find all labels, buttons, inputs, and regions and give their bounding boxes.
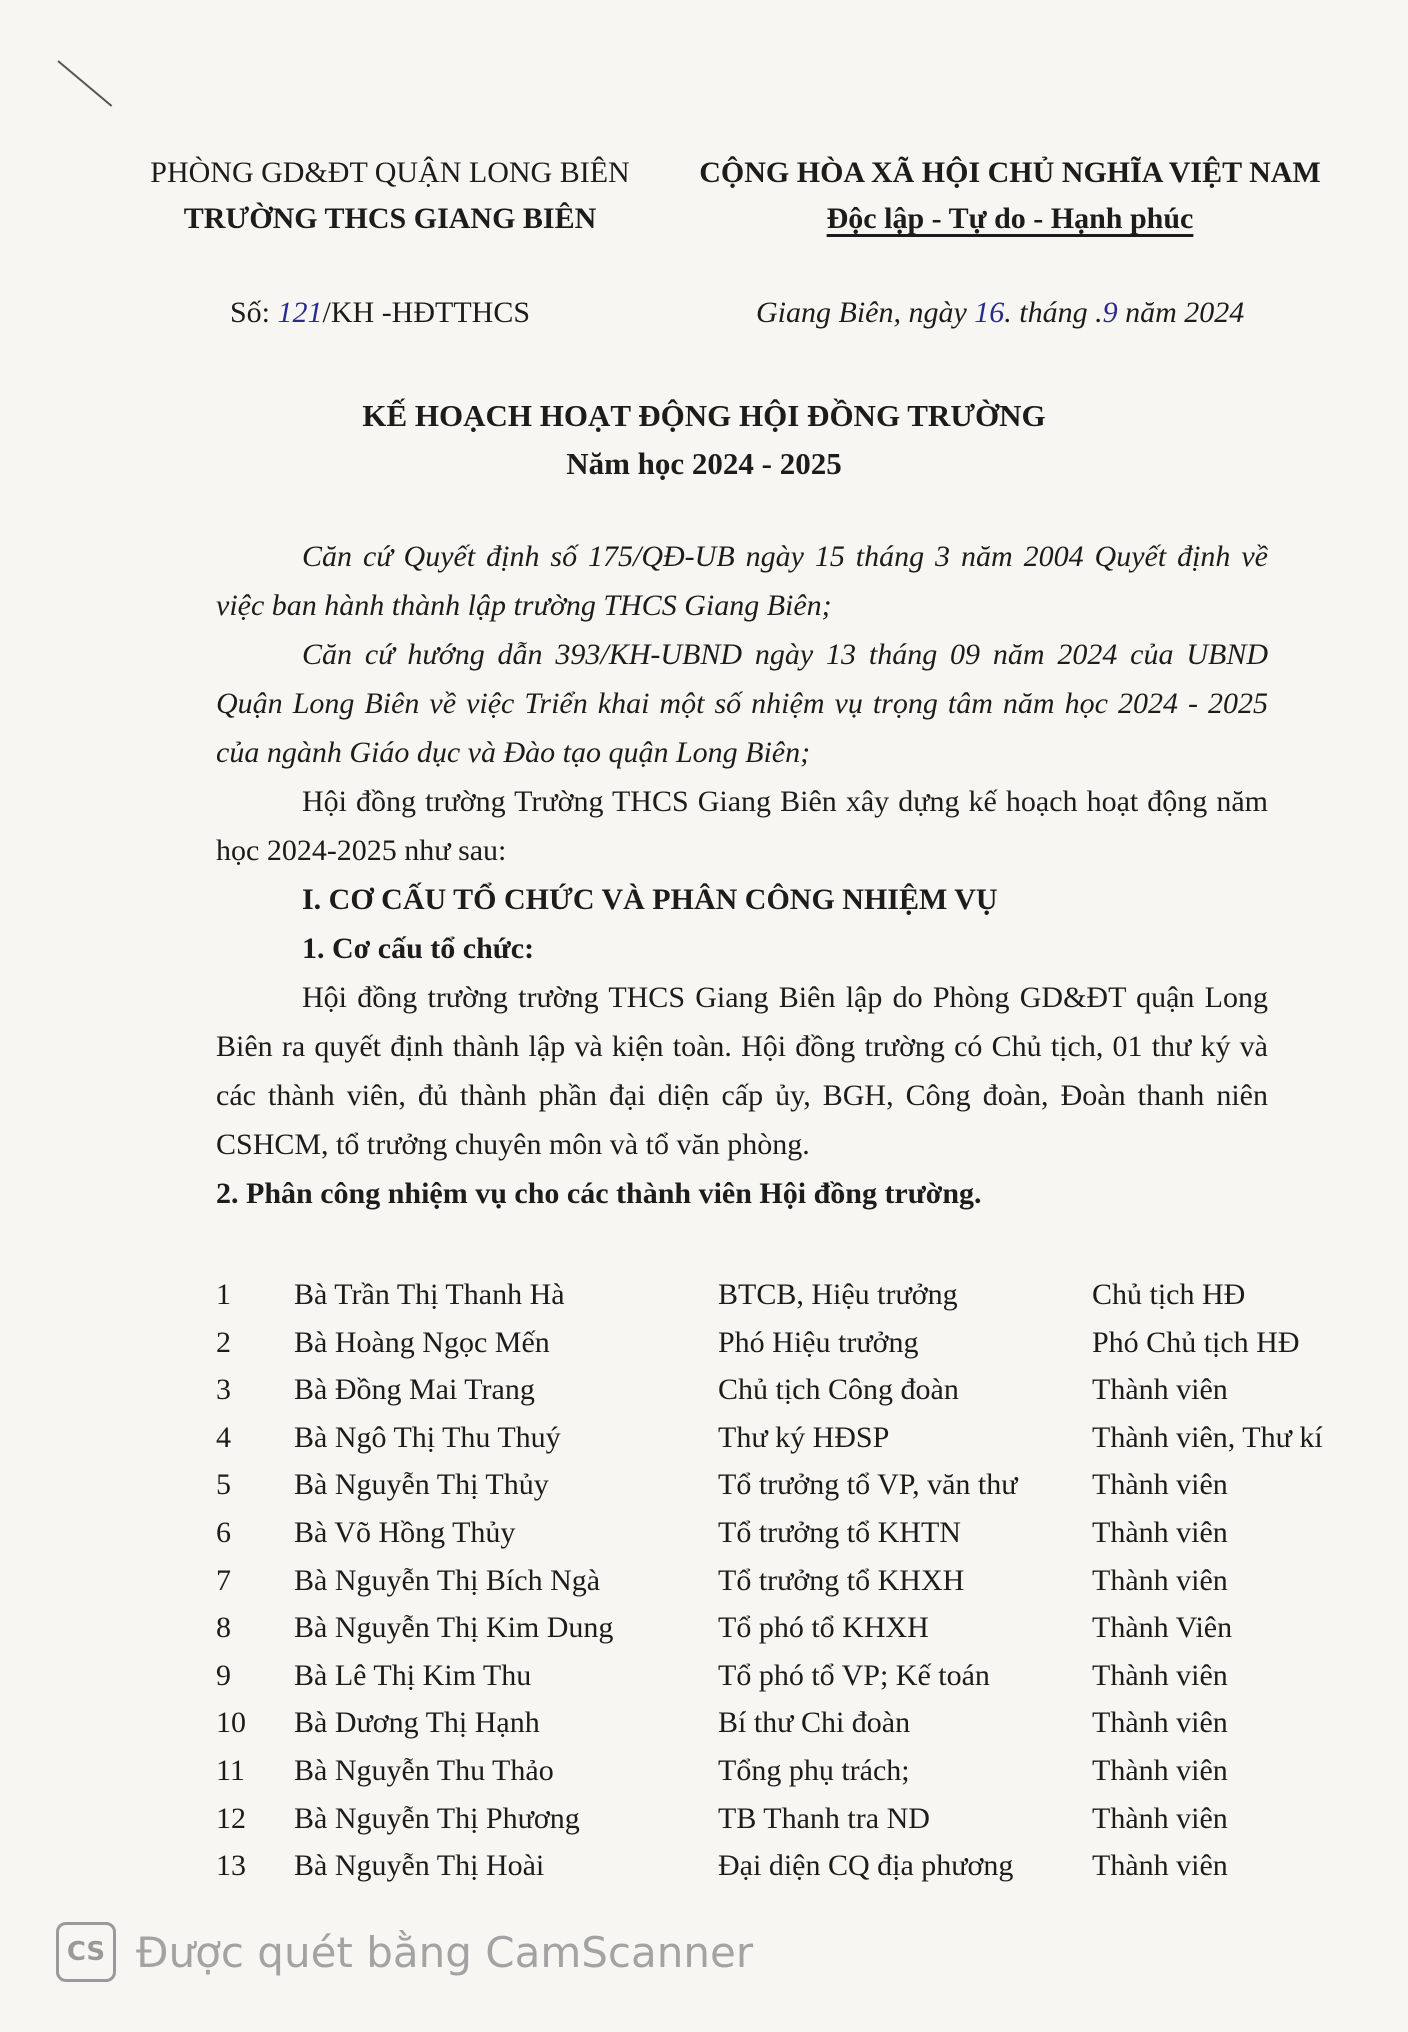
member-number: 1 <box>216 1278 231 1311</box>
issuing-organization <box>130 150 650 242</box>
member-position: Chủ tịch Công đoàn <box>718 1373 959 1407</box>
doc-number-prefix: Số: <box>230 296 278 329</box>
member-role: Thành viên <box>1092 1563 1228 1597</box>
member-name: Bà Hoàng Ngọc Mến <box>294 1325 550 1359</box>
member-name: Bà Nguyễn Thu Thảo <box>294 1753 554 1787</box>
department-name: PHÒNG GD&ĐT QUẬN LONG BIÊN <box>150 156 630 189</box>
camscanner-text: Được quét bằng CamScanner <box>136 1927 754 1977</box>
member-position: Thư ký HĐSP <box>718 1420 890 1454</box>
member-name: Bà Nguyễn Thị Hoài <box>294 1849 545 1883</box>
document-date <box>756 296 1244 330</box>
motto-text: Độc lập - Tự do - Hạnh phúc <box>826 202 1194 235</box>
member-role: Chủ tịch HĐ <box>1092 1278 1246 1311</box>
national-motto <box>680 150 1340 242</box>
member-position: Tổ phó tổ VP; Kế toán <box>718 1658 990 1692</box>
member-number: 6 <box>216 1515 231 1549</box>
member-name: Bà Nguyễn Thị Bích Ngà <box>294 1563 601 1597</box>
member-number: 4 <box>216 1420 231 1454</box>
document-number <box>230 296 530 330</box>
member-row <box>216 1373 1356 1421</box>
camscanner-logo-icon: CS <box>56 1922 116 1982</box>
member-position: TB Thanh tra ND <box>718 1801 930 1835</box>
legal-basis-1: Căn cứ Quyết định số 175/QĐ-UB ngày 15 tháng 3 năm 2004 Quyết định về việc ban hành thành lập trường THCS Giang Biên; <box>216 540 1268 622</box>
member-name: Bà Nguyễn Thị Kim Dung <box>294 1611 614 1645</box>
member-position: Bí thư Chi đoàn <box>718 1706 911 1740</box>
date-day: 16 <box>974 296 1005 329</box>
member-position: Tổ phó tổ KHXH <box>718 1611 929 1645</box>
member-number: 11 <box>216 1753 245 1787</box>
member-row <box>216 1849 1356 1897</box>
date-part2: . tháng . <box>1004 296 1103 329</box>
subsection-heading-1: 1. Cơ cấu tổ chức: <box>302 932 535 965</box>
member-role: Thành viên <box>1092 1801 1228 1835</box>
member-role: Thành viên <box>1092 1373 1228 1407</box>
member-role: Thành Viên <box>1092 1611 1233 1645</box>
member-row <box>216 1421 1356 1469</box>
member-position: Tổng phụ trách; <box>718 1753 910 1787</box>
intro-paragraph: Hội đồng trường Trường THCS Giang Biên xây dựng kế hoạch hoạt động năm học 2024-2025 như sau: <box>216 785 1268 867</box>
member-position: Phó Hiệu trưởng <box>718 1325 919 1359</box>
member-role: Thành viên <box>1092 1849 1228 1883</box>
date-part3: năm 2024 <box>1117 296 1245 329</box>
structure-paragraph: Hội đồng trường trường THCS Giang Biên lập do Phòng GD&ĐT quận Long Biên ra quyết định thành lập và kiện toàn. Hội đồng trường có Chủ tịch, 01 thư ký và các thành viên, đủ thành phần đại diện cấp ủy, BGH, Công đoàn, Đoàn thanh niên CSHCM, tổ trưởng chuyên môn và tổ văn phòng. <box>216 981 1268 1161</box>
member-role: Phó Chủ tịch HĐ <box>1092 1325 1300 1359</box>
member-row <box>216 1706 1356 1754</box>
member-row <box>216 1564 1356 1612</box>
member-number: 8 <box>216 1611 231 1645</box>
member-list <box>216 1278 1356 1897</box>
member-name: Bà Nguyễn Thị Thủy <box>294 1468 549 1502</box>
pen-scratch-mark <box>57 60 112 107</box>
subsection-heading-2: 2. Phân công nhiệm vụ cho các thành viên Hội đồng trường. <box>216 1177 982 1210</box>
date-month: 9 <box>1102 296 1118 329</box>
school-name: TRƯỜNG THCS GIANG BIÊN <box>183 202 597 235</box>
member-position: Tổ trưởng tổ VP, văn thư <box>718 1468 1018 1502</box>
member-number: 2 <box>216 1325 231 1359</box>
member-number: 12 <box>216 1801 246 1835</box>
member-row <box>216 1659 1356 1707</box>
member-number: 13 <box>216 1849 246 1883</box>
member-role: Thành viên, Thư kí <box>1092 1420 1323 1454</box>
member-position: Tổ trưởng tổ KHXH <box>718 1563 965 1597</box>
member-row <box>216 1611 1356 1659</box>
title-line2: Năm học 2024 - 2025 <box>566 446 842 481</box>
member-position: Đại diện CQ địa phương <box>718 1849 1014 1883</box>
member-position: BTCB, Hiệu trưởng <box>718 1278 958 1311</box>
member-name: Bà Đồng Mai Trang <box>294 1373 535 1407</box>
member-position: Tổ trưởng tổ KHTN <box>718 1515 961 1549</box>
document-body <box>216 532 1268 1218</box>
section-heading-1: I. CƠ CẤU TỔ CHỨC VÀ PHÂN CÔNG NHIỆM VỤ <box>302 883 998 916</box>
doc-number-suffix: /KH -HĐTTHCS <box>322 296 531 329</box>
member-name: Bà Lê Thị Kim Thu <box>294 1658 532 1692</box>
member-number: 3 <box>216 1373 231 1407</box>
camscanner-watermark <box>56 1920 753 1984</box>
member-name: Bà Dương Thị Hạnh <box>294 1706 540 1740</box>
member-row <box>216 1326 1356 1374</box>
member-role: Thành viên <box>1092 1753 1228 1787</box>
member-row <box>216 1802 1356 1850</box>
legal-basis-2: Căn cứ hướng dẫn 393/KH-UBND ngày 13 tháng 09 năm 2024 của UBND Quận Long Biên về việc Triển khai một số nhiệm vụ trọng tâm năm học 2024 - 2025 của ngành Giáo dục và Đào tạo quận Long Biên; <box>216 638 1268 769</box>
member-role: Thành viên <box>1092 1515 1228 1549</box>
motto-line <box>680 196 1340 242</box>
member-row <box>216 1754 1356 1802</box>
member-name: Bà Ngô Thị Thu Thuý <box>294 1420 561 1454</box>
title-line1: KẾ HOẠCH HOẠT ĐỘNG HỘI ĐỒNG TRƯỜNG <box>362 398 1046 433</box>
member-number: 5 <box>216 1468 231 1502</box>
member-row <box>216 1468 1356 1516</box>
member-number: 10 <box>216 1706 246 1740</box>
country-name: CỘNG HÒA XÃ HỘI CHỦ NGHĨA VIỆT NAM <box>699 156 1321 189</box>
member-row <box>216 1278 1356 1326</box>
date-part1: Giang Biên, ngày <box>756 296 975 329</box>
member-name: Bà Nguyễn Thị Phương <box>294 1801 580 1835</box>
member-name: Bà Trần Thị Thanh Hà <box>294 1278 565 1311</box>
member-name: Bà Võ Hồng Thủy <box>294 1515 516 1549</box>
member-role: Thành viên <box>1092 1706 1228 1740</box>
member-role: Thành viên <box>1092 1468 1228 1502</box>
member-number: 7 <box>216 1563 231 1597</box>
member-number: 9 <box>216 1658 231 1692</box>
document-title <box>0 392 1408 488</box>
member-row <box>216 1516 1356 1564</box>
member-role: Thành viên <box>1092 1658 1228 1692</box>
doc-number-handwritten: 121 <box>277 296 323 329</box>
